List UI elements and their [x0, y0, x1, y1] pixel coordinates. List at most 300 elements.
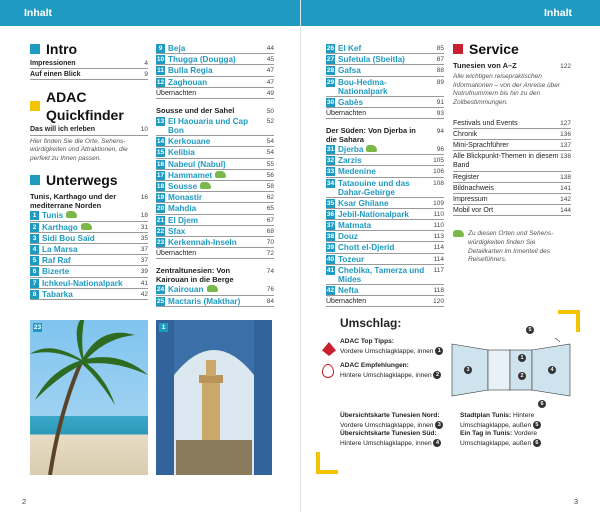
arch-minaret-illustration [156, 320, 272, 475]
car-icon [207, 285, 218, 292]
toc-place-entry[interactable] [156, 237, 274, 248]
toc-place-label [156, 137, 210, 146]
square-icon [453, 44, 463, 54]
toc-place-label [156, 285, 218, 294]
place-number-badge: 20 [156, 205, 165, 213]
toc-entry-page: 67 [266, 216, 274, 224]
toc-section[interactable]: Tunesien von A–Z 122 [453, 61, 571, 70]
toc-entry-page: 106 [433, 168, 444, 176]
toc-place-entry[interactable] [156, 170, 274, 181]
toc-entry-page: 120 [433, 298, 444, 306]
toc-place-label [156, 171, 226, 180]
toc-entry-page: 87 [436, 56, 444, 64]
empfehlung-icon [322, 364, 334, 378]
place-name: El Kef [338, 44, 362, 53]
quickfinder-note: Hier finden Sie die Orte, Sehenswürdigkeiten und Attraktionen, die perfekt zu Ihnen passen. [30, 137, 128, 162]
toc-entry-label: Mini-Sprachführer [453, 141, 509, 149]
place-name: Mactaris (Makthar) [168, 296, 241, 306]
car-icon [200, 182, 211, 189]
place-name: Djerba [338, 145, 364, 155]
place-name: Matmata [338, 221, 372, 231]
toc-entry[interactable] [30, 69, 148, 80]
toc-column-2 [156, 43, 274, 307]
toc-section[interactable]: Zentraltunesien: Von Kairouan in die Berge 74 [156, 266, 274, 285]
toc-entry-page: 42 [140, 290, 148, 298]
photo-beach-palm [30, 320, 148, 475]
place-number-badge: 10 [156, 56, 165, 64]
car-icon [215, 171, 226, 178]
toc-entry-page: 35 [140, 234, 148, 242]
place-number-badge: 34 [326, 179, 335, 187]
toc-place-entry[interactable] [326, 155, 444, 166]
car-icon [66, 211, 77, 218]
place-number-badge: 26 [326, 45, 335, 52]
toc-section[interactable]: Tunis, Karthago und der mediterrane Norden 16 [30, 192, 148, 211]
toc-place-label [156, 55, 236, 64]
place-number-badge: 11 [157, 67, 164, 75]
place-name: Kairouan [168, 285, 204, 295]
toc-place-label [156, 78, 207, 87]
place-name: Kerkennah-Inseln [168, 238, 237, 248]
toc-entry-page: 84 [266, 297, 274, 305]
toc-place-label [326, 199, 389, 208]
toc-entry-page: 105 [433, 157, 444, 165]
place-name: Gabès [338, 97, 364, 107]
stadtplan-entry: Stadtplan Tunis: Hintere Umschlagklappe, außen 5 Ein Tag in Tunis: Vordere Umschlagklappe, außen 6 [460, 412, 578, 448]
karte-nord-entry: Übersichtskarte Tunesien Nord: Vordere Umschlagklappe, innen 3 Übersichtskarte Tunesien Süd: Hintere Umschlagklappe, innen 4 [340, 412, 460, 448]
toc-entry[interactable] [453, 129, 571, 140]
toc-place-entry[interactable] [156, 215, 274, 226]
toc-place-label [30, 211, 77, 220]
toc-place-label [156, 297, 240, 306]
toc-entry-page: 37 [140, 257, 148, 265]
toc-entry-page: 110 [433, 222, 444, 230]
toc-place-entry[interactable] [326, 77, 444, 97]
toc-entry-page: 45 [266, 56, 274, 64]
toc-entry-page: 91 [436, 98, 444, 106]
toc-entry-label: Impressum [453, 196, 488, 203]
toc-place-label [156, 227, 185, 236]
toc-entry-label: Mobil vor Ort [453, 207, 494, 215]
toc-entry-label: Das will ich erleben [30, 126, 95, 134]
toc-entry-page: 68 [266, 227, 274, 235]
toc-place-entry[interactable] [156, 296, 274, 307]
toc-entry[interactable] [453, 183, 571, 194]
toc-entry[interactable] [156, 88, 274, 99]
toc-place-label [326, 167, 376, 176]
toc-entry[interactable] [156, 248, 274, 259]
toc-place-entry[interactable] [156, 116, 274, 136]
place-number-badge: 33 [326, 168, 335, 176]
toc-place-entry[interactable] [326, 54, 444, 65]
place-name: Raf Raf [42, 256, 71, 266]
corner-bracket [558, 310, 580, 332]
toc-entry-label: Übernachten [326, 298, 367, 306]
toc-place-label [326, 98, 363, 107]
toc-place-entry[interactable] [326, 144, 444, 155]
toc-place-label [326, 44, 361, 53]
toc-entry-page: 44 [266, 45, 274, 52]
toc-section[interactable]: Der Süden: Von Djerba in die Sahara 94 [326, 126, 444, 145]
toc-entry-page: 39 [140, 268, 148, 276]
toc-place-entry[interactable] [30, 255, 148, 266]
toc-place-label [156, 216, 198, 225]
place-name: Zaghouan [168, 77, 208, 87]
toc-place-label [326, 179, 428, 197]
toc-entry-page: 89 [436, 78, 444, 86]
diagram-num: 6 [538, 400, 546, 408]
toc-entry-page: 54 [266, 138, 274, 146]
toc-entry-label: Auf einen Blick [30, 71, 81, 79]
toc-place-entry[interactable] [30, 210, 148, 221]
toc-entry[interactable] [453, 140, 571, 151]
toc-entry-page: 108 [433, 179, 444, 187]
place-number-badge: 22 [156, 227, 165, 235]
toc-entry-page: 142 [560, 196, 571, 203]
toc-place-entry[interactable] [156, 136, 274, 147]
place-number-badge: 38 [326, 233, 335, 241]
toc-place-entry[interactable] [326, 198, 444, 209]
place-name: Thugga (Dougga) [168, 55, 236, 65]
place-name: Hammamet [168, 170, 213, 180]
toc-column-3 [326, 43, 444, 307]
place-number-badge: 28 [326, 67, 335, 75]
place-name: Tabarka [42, 289, 73, 299]
place-number-badge: 27 [326, 56, 335, 64]
toc-entry[interactable] [453, 172, 571, 183]
toc-place-entry[interactable] [326, 285, 444, 296]
toc-entry-page: 127 [560, 119, 571, 127]
place-name: Sfax [168, 226, 186, 236]
toc-place-entry[interactable] [30, 233, 148, 244]
page-header-right: Inhalt [300, 0, 600, 26]
toc-place-label [156, 160, 226, 169]
toc-place-entry[interactable] [30, 278, 148, 289]
toc-entry-page: 37 [140, 246, 148, 253]
place-name: Bulla Regia [168, 66, 213, 76]
toc-entry-label: Impressionen [30, 60, 76, 67]
toc-place-entry[interactable] [156, 43, 274, 54]
toc-entry-page: 70 [266, 239, 274, 247]
toc-place-entry[interactable] [156, 226, 274, 237]
place-number-badge: 39 [326, 244, 335, 252]
toc-entry-page: 110 [433, 210, 444, 218]
place-number-badge: 2 [30, 223, 39, 232]
palm-tree-illustration [30, 320, 148, 475]
toc-place-label [156, 238, 237, 247]
toc-entry-page: 62 [266, 194, 274, 202]
toc-place-label [156, 117, 258, 135]
place-name: Sousse [168, 182, 198, 192]
toc-entry[interactable] [453, 205, 571, 216]
toc-place-label [326, 232, 358, 241]
toc-place-label [326, 286, 358, 295]
place-name: Kelibia [168, 148, 195, 158]
place-number-badge: 16 [156, 160, 165, 168]
car-icon [366, 145, 377, 152]
toc-entry[interactable] [453, 194, 571, 205]
toc-entry-page: 49 [266, 89, 274, 97]
diagram-num: 5 [526, 326, 534, 334]
toc-entry-page: 93 [436, 109, 444, 117]
place-number-badge: 30 [326, 98, 335, 106]
toc-entry-page: 96 [436, 146, 444, 154]
place-name: Karthago [42, 222, 78, 232]
place-number-badge: 40 [326, 255, 335, 263]
place-name: Zarzis [338, 156, 362, 166]
toc-place-label [30, 267, 69, 276]
toc-place-entry[interactable] [326, 242, 444, 253]
umschlag-title: Umschlag: [340, 316, 402, 330]
toc-place-label [326, 243, 394, 252]
place-number-badge: 37 [326, 222, 335, 230]
place-number-badge: 32 [326, 157, 335, 165]
toc-place-entry[interactable] [156, 284, 274, 295]
toc-place-label [30, 279, 123, 288]
diagram-num: 2 [518, 372, 526, 380]
place-number-badge: 6 [30, 267, 39, 276]
place-name: Chebika, Tamerza und Mides [338, 265, 425, 284]
toc-place-entry[interactable] [30, 266, 148, 277]
toc-entry-page: 41 [140, 279, 148, 287]
toc-entry-page: 144 [560, 207, 571, 215]
toc-entry-page: 136 [560, 130, 571, 138]
place-name: Kerkouane [168, 137, 211, 147]
toc-place-entry[interactable] [326, 178, 444, 198]
place-number-badge: 29 [326, 78, 335, 86]
toc-entry-page: 114 [433, 244, 444, 252]
toc-place-entry[interactable] [326, 220, 444, 231]
place-name: Mahdia [168, 204, 197, 214]
place-number-badge: 35 [326, 199, 335, 207]
place-number-badge: 19 [156, 194, 165, 202]
toc-place-entry[interactable] [156, 147, 274, 158]
toc-place-label [326, 145, 377, 154]
toc-place-entry[interactable] [326, 209, 444, 220]
toc-entry-page: 58 [266, 183, 274, 191]
car-note: Zu diesen Orten und Sehenswürdigkeiten finden Sie Detailkarten im Innenteil des Reiseführers. [453, 230, 571, 264]
toc-entry[interactable] [453, 151, 571, 171]
corner-bracket [316, 452, 338, 474]
toc-place-entry[interactable] [156, 65, 274, 76]
place-number-badge: 5 [30, 256, 39, 265]
service-note: Alle wichtigen reisepraktischen Informationen – von der Anreise über Notrufnummern bis hin zu den Zollbestimmungen. [453, 73, 561, 106]
place-number-badge: 9 [156, 44, 165, 53]
place-number-badge: 15 [156, 149, 165, 157]
toc-entry-label: Chronik [453, 130, 478, 138]
place-number-badge: 13 [156, 118, 165, 126]
place-name: Nefta [338, 285, 359, 295]
toc-entry-label: Alle Blickpunkt-Themen in diesem Band [453, 153, 559, 170]
place-number-badge: 1 [30, 211, 39, 220]
toc-entry-page: 88 [436, 67, 444, 75]
place-name: La Marsa [42, 245, 78, 254]
toc-entry-label: Bildnachweis [453, 184, 494, 192]
place-name: Ichkeul-Nationalpark [42, 278, 123, 288]
service-heading: Service [453, 40, 571, 58]
place-number-badge: 36 [326, 210, 335, 218]
toc-place-label [156, 204, 196, 213]
toc-entry-page: 47 [266, 67, 274, 75]
book-spine [300, 0, 301, 512]
toc-entry-label: Übernachten [156, 250, 197, 258]
toc-place-entry[interactable] [156, 77, 274, 88]
photo-badge: 1 [159, 323, 168, 332]
cover-diagram [450, 327, 575, 407]
place-number-badge: 21 [156, 216, 165, 224]
diagram-num: 1 [518, 354, 526, 362]
place-name: Gafsa [338, 66, 361, 76]
toc-place-entry[interactable] [30, 244, 148, 255]
toc-place-label [326, 221, 371, 230]
place-name: Sidi Bou Saïd [42, 233, 95, 243]
toc-entry[interactable] [453, 118, 571, 129]
toc-entry-page: 9 [144, 71, 148, 79]
toc-place-label [156, 182, 211, 191]
toc-entry-label: Festivals und Events [453, 119, 518, 127]
toc-entry-page: 52 [266, 118, 274, 126]
toc-entry-page: 76 [266, 286, 274, 294]
square-icon [30, 175, 40, 185]
toc-entry-page: 137 [560, 141, 571, 149]
toc-place-entry[interactable] [326, 97, 444, 108]
toc-entry-page: 65 [266, 205, 274, 213]
toc-entry-page: 141 [560, 184, 571, 192]
toc-entry-page: 72 [266, 250, 274, 258]
page-header-left: Inhalt [0, 0, 300, 26]
unterwegs-heading: Unterwegs [30, 171, 148, 189]
toc-place-label [30, 234, 95, 243]
toc-entry-page: 118 [433, 286, 444, 294]
place-number-badge: 4 [30, 245, 39, 254]
place-number-badge: 41 [326, 266, 335, 274]
place-number-badge: 12 [156, 78, 165, 86]
toc-entry-page: 47 [266, 78, 274, 86]
toc-place-entry[interactable] [156, 159, 274, 170]
toc-place-label [156, 44, 185, 53]
square-icon [30, 101, 40, 111]
car-icon [81, 223, 92, 230]
toc-section[interactable]: Sousse und der Sahel 50 [156, 106, 274, 116]
toc-entry-page: 56 [266, 171, 274, 179]
toc-entry-page: 10 [140, 126, 148, 134]
toc-place-entry[interactable] [156, 54, 274, 65]
toc-place-entry[interactable] [326, 65, 444, 76]
toc-entry-page: 54 [266, 149, 274, 157]
place-number-badge: 23 [156, 239, 165, 247]
toc-place-entry[interactable] [326, 231, 444, 242]
toc-place-label [326, 255, 364, 264]
place-name: Sufetula (Sbeitla) [338, 55, 405, 65]
toc-entry-page: 31 [140, 223, 148, 231]
toc-place-entry[interactable] [30, 289, 148, 300]
toc-place-entry[interactable] [156, 192, 274, 203]
place-number-badge: 3 [30, 234, 39, 243]
place-number-badge: 8 [30, 290, 39, 299]
umschlag-section [340, 316, 580, 476]
toc-place-entry[interactable] [326, 166, 444, 177]
toc-entry-page: 4 [144, 60, 148, 67]
place-name: El Djem [168, 215, 199, 225]
toc-place-label [156, 193, 202, 202]
toc-place-entry[interactable] [326, 265, 444, 285]
toc-entry-label: Register [453, 173, 480, 181]
photo-kairouan-arch [156, 320, 272, 475]
place-name: Chott el-Djerid [338, 243, 395, 253]
place-number-badge: 14 [156, 138, 165, 146]
diagram-num: 4 [548, 366, 556, 374]
toc-entry-page: 138 [560, 173, 571, 181]
place-name: Monastir [168, 193, 203, 203]
toc-entry-page: 85 [436, 45, 444, 52]
toc-entry-page: 138 [560, 153, 571, 161]
toc-place-label [156, 66, 213, 75]
diagram-num: 3 [464, 366, 472, 374]
car-icon [453, 230, 464, 237]
toc-place-entry[interactable] [156, 203, 274, 214]
toc-place-entry[interactable] [326, 43, 444, 54]
toc-entry[interactable] [30, 124, 148, 135]
place-number-badge: 18 [156, 183, 165, 191]
page-number-right: 3 [573, 497, 578, 506]
toc-entry[interactable] [30, 58, 148, 69]
place-name: Nabeul (Nabul) [168, 159, 226, 169]
place-name: Tozeur [338, 254, 365, 264]
square-icon [30, 44, 40, 54]
place-number-badge: 42 [326, 286, 335, 294]
toc-place-label [30, 256, 71, 265]
place-name: Bizerte [42, 267, 70, 277]
place-name: Beja [168, 44, 186, 53]
toc-entry-page: 114 [433, 255, 444, 263]
intro-heading: Intro [30, 40, 148, 58]
toc-column-4 [453, 40, 571, 265]
toc-place-label [156, 148, 195, 157]
toc-column-1 [30, 40, 148, 300]
toc-entry[interactable] [326, 296, 444, 307]
place-name: El Haouaria und Cap Bon [168, 117, 249, 136]
place-name: Ksar Ghilane [338, 198, 389, 208]
toc-entry-label: Übernachten [326, 109, 367, 117]
toc-entry-label: Übernachten [156, 89, 197, 97]
toc-place-label [326, 66, 361, 75]
place-name: Douz [338, 232, 359, 242]
toc-entry[interactable] [326, 108, 444, 119]
photo-badge: 23 [33, 324, 42, 331]
place-name: Jebil-Nationalpark [338, 209, 409, 219]
top-tipps-entry: ADAC Top Tipps: Vordere Umschlagklappe, innen 1 [340, 338, 460, 356]
toc-entry-page: 117 [433, 266, 444, 274]
place-name: Medenine [338, 167, 376, 177]
toc-place-entry[interactable] [30, 222, 148, 233]
toc-place-entry[interactable] [326, 254, 444, 265]
top-tipp-icon [322, 342, 336, 356]
place-name: Tataouine und das Dahar-Gebirge [338, 178, 410, 197]
toc-place-label [30, 290, 73, 299]
place-number-badge: 7 [30, 279, 39, 288]
toc-entry-page: 18 [140, 212, 148, 220]
quickfinder-heading: ADAC Quickfinder [30, 88, 148, 124]
place-number-badge: 24 [156, 286, 165, 294]
toc-place-label [30, 245, 78, 254]
toc-place-label [326, 55, 405, 64]
toc-place-label [326, 210, 409, 219]
toc-place-entry[interactable] [156, 181, 274, 192]
empfehlungen-entry: ADAC Empfehlungen: Hintere Umschlagklappe, innen 2 [340, 362, 460, 380]
toc-place-label [326, 156, 362, 165]
toc-entry-page: 55 [266, 160, 274, 168]
toc-entry-page: 109 [433, 199, 444, 207]
